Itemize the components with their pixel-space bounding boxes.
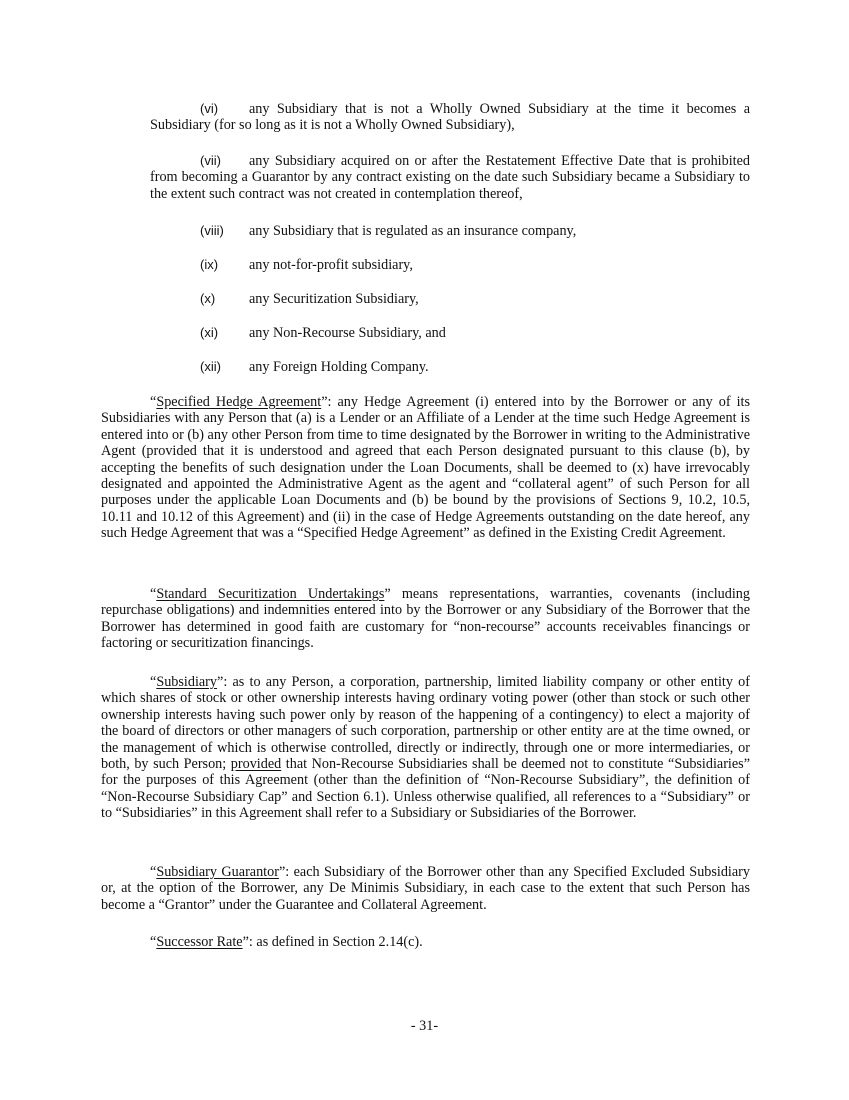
open-quote: “ bbox=[150, 394, 157, 410]
close-quote: ” bbox=[384, 586, 391, 602]
item-number: (xii) bbox=[200, 359, 221, 374]
open-quote: “ bbox=[150, 586, 157, 602]
open-quote: “ bbox=[150, 934, 157, 950]
definition-text: means representations, warranties, covenants (including repurchase obligations) and indemnities entered into by the Borrower or any Subsidiary of the Borrower that the Borrower has determined in good faith are customary for “non-recourse” accounts receivables financings or factoring or securitization financings. bbox=[101, 586, 750, 652]
definition-subsidiary-guarantor bbox=[101, 864, 750, 913]
provided-term: provided bbox=[230, 756, 282, 773]
item-number: (vii) bbox=[200, 153, 221, 168]
item-number: (ix) bbox=[200, 257, 219, 272]
page-number: - 31- bbox=[410, 1018, 439, 1034]
defined-term: Specified Hedge Agreement bbox=[156, 394, 322, 410]
item-text: any Foreign Holding Company. bbox=[249, 359, 429, 375]
close-quote: ” bbox=[278, 864, 286, 880]
definition-standard-securitization-undertakings bbox=[101, 586, 750, 652]
close-quote: ” bbox=[321, 394, 328, 410]
defined-term: Successor Rate bbox=[156, 934, 243, 950]
defined-term: Subsidiary Guarantor bbox=[156, 864, 279, 880]
item-number: (viii) bbox=[200, 223, 224, 238]
close-quote: ” bbox=[217, 674, 224, 690]
list-item bbox=[200, 223, 750, 239]
item-text: any not-for-profit subsidiary, bbox=[249, 257, 413, 273]
item-text: any Subsidiary that is regulated as an insurance company, bbox=[249, 223, 577, 239]
defined-term: Subsidiary bbox=[156, 674, 218, 690]
open-quote: “ bbox=[150, 674, 157, 690]
item-number: (vi) bbox=[200, 101, 219, 116]
definition-text: : as defined in Section 2.14(c). bbox=[248, 934, 423, 950]
definition-text: : as to any Person, a corporation, partnership, limited liability company or other entity of which shares of stock or other ownership interests having ordinary voting power (other than stock or such other ownership interests having such power only by reason of the happening of a contingency) to elect a majority of the board of directors or other managers of such corporation, partnership or other entity are at the time owned, or the management of which is otherwise controlled, directly or indirectly, through one or more intermediaries, or both, by such Person; bbox=[101, 674, 750, 773]
list-item bbox=[150, 153, 750, 202]
list-item bbox=[200, 291, 750, 307]
item-text: any Non-Recourse Subsidiary, and bbox=[249, 325, 446, 341]
definition-text-continued: that Non-Recourse Subsidiaries shall be deemed not to constitute “Subsidiaries” for the purposes of this Agreement (other than the definition of “Non-Recourse Subsidiary”, the definition of “Non-Recourse Subsidiary Cap” and Section 6.1). Unless otherwise qualified, all references to a “Subsidiary” or to “Subsidiaries” in this Agreement shall refer to a Subsidiary or Subsidiaries of the Borrower. bbox=[101, 756, 750, 822]
item-text: any Securitization Subsidiary, bbox=[249, 291, 419, 307]
definition-text: : each Subsidiary of the Borrower other than any Specified Excluded Subsidiary or, at the option of the Borrower, any De Minimis Subsidiary, in each case to the extent that such Person has become a “Grantor” under the Guarantee and Collateral Agreement. bbox=[101, 864, 750, 913]
definition-text: : any Hedge Agreement (i) entered into by the Borrower or any of its Subsidiaries with any Person that (a) is a Lender or an Affiliate of a Lender at the time such Hedge Agreement is entered into or (b) any other Person from time to time designated by the Borrower in writing to the Administrative Agent (provided that it is understood and agreed that each Person designated pursuant to this clause (b), by accepting the benefits of such designation under the Loan Documents, shall be deemed to (x) have irrevocably designated and appointed the Administrative Agent as the agent and “collateral agent” of such Person for all purposes under the applicable Loan Documents and (b) be bound by the provisions of Sections 9, 10.2, 10.5, 10.11 and 10.12 of this Agreement) and (ii) in the case of Hedge Agreements outstanding on the date hereof, any such Hedge Agreement that was a “Specified Hedge Agreement” as defined in the Existing Credit Agreement. bbox=[101, 394, 750, 542]
list-item bbox=[200, 359, 750, 375]
definition-subsidiary bbox=[101, 674, 750, 822]
list-item bbox=[150, 101, 750, 134]
item-number: (xi) bbox=[200, 325, 219, 340]
open-quote: “ bbox=[150, 864, 157, 880]
item-text: any Subsidiary that is not a Wholly Owned Subsidiary at the time it becomes a Subsidiary (for so long as it is not a Wholly Owned Subsidiary), bbox=[150, 101, 750, 134]
definition-specified-hedge-agreement bbox=[101, 394, 750, 542]
list-item bbox=[200, 325, 750, 341]
list-item bbox=[200, 257, 750, 273]
item-text: any Subsidiary acquired on or after the Restatement Effective Date that is prohibited from becoming a Guarantor by any contract existing on the date such Subsidiary became a Subsidiary to the extent such contract was not created in contemplation thereof, bbox=[150, 153, 750, 202]
close-quote: ” bbox=[242, 934, 249, 950]
defined-term: Standard Securitization Undertakings bbox=[156, 586, 385, 602]
item-number: (x) bbox=[200, 291, 216, 306]
definition-successor-rate bbox=[101, 934, 750, 950]
